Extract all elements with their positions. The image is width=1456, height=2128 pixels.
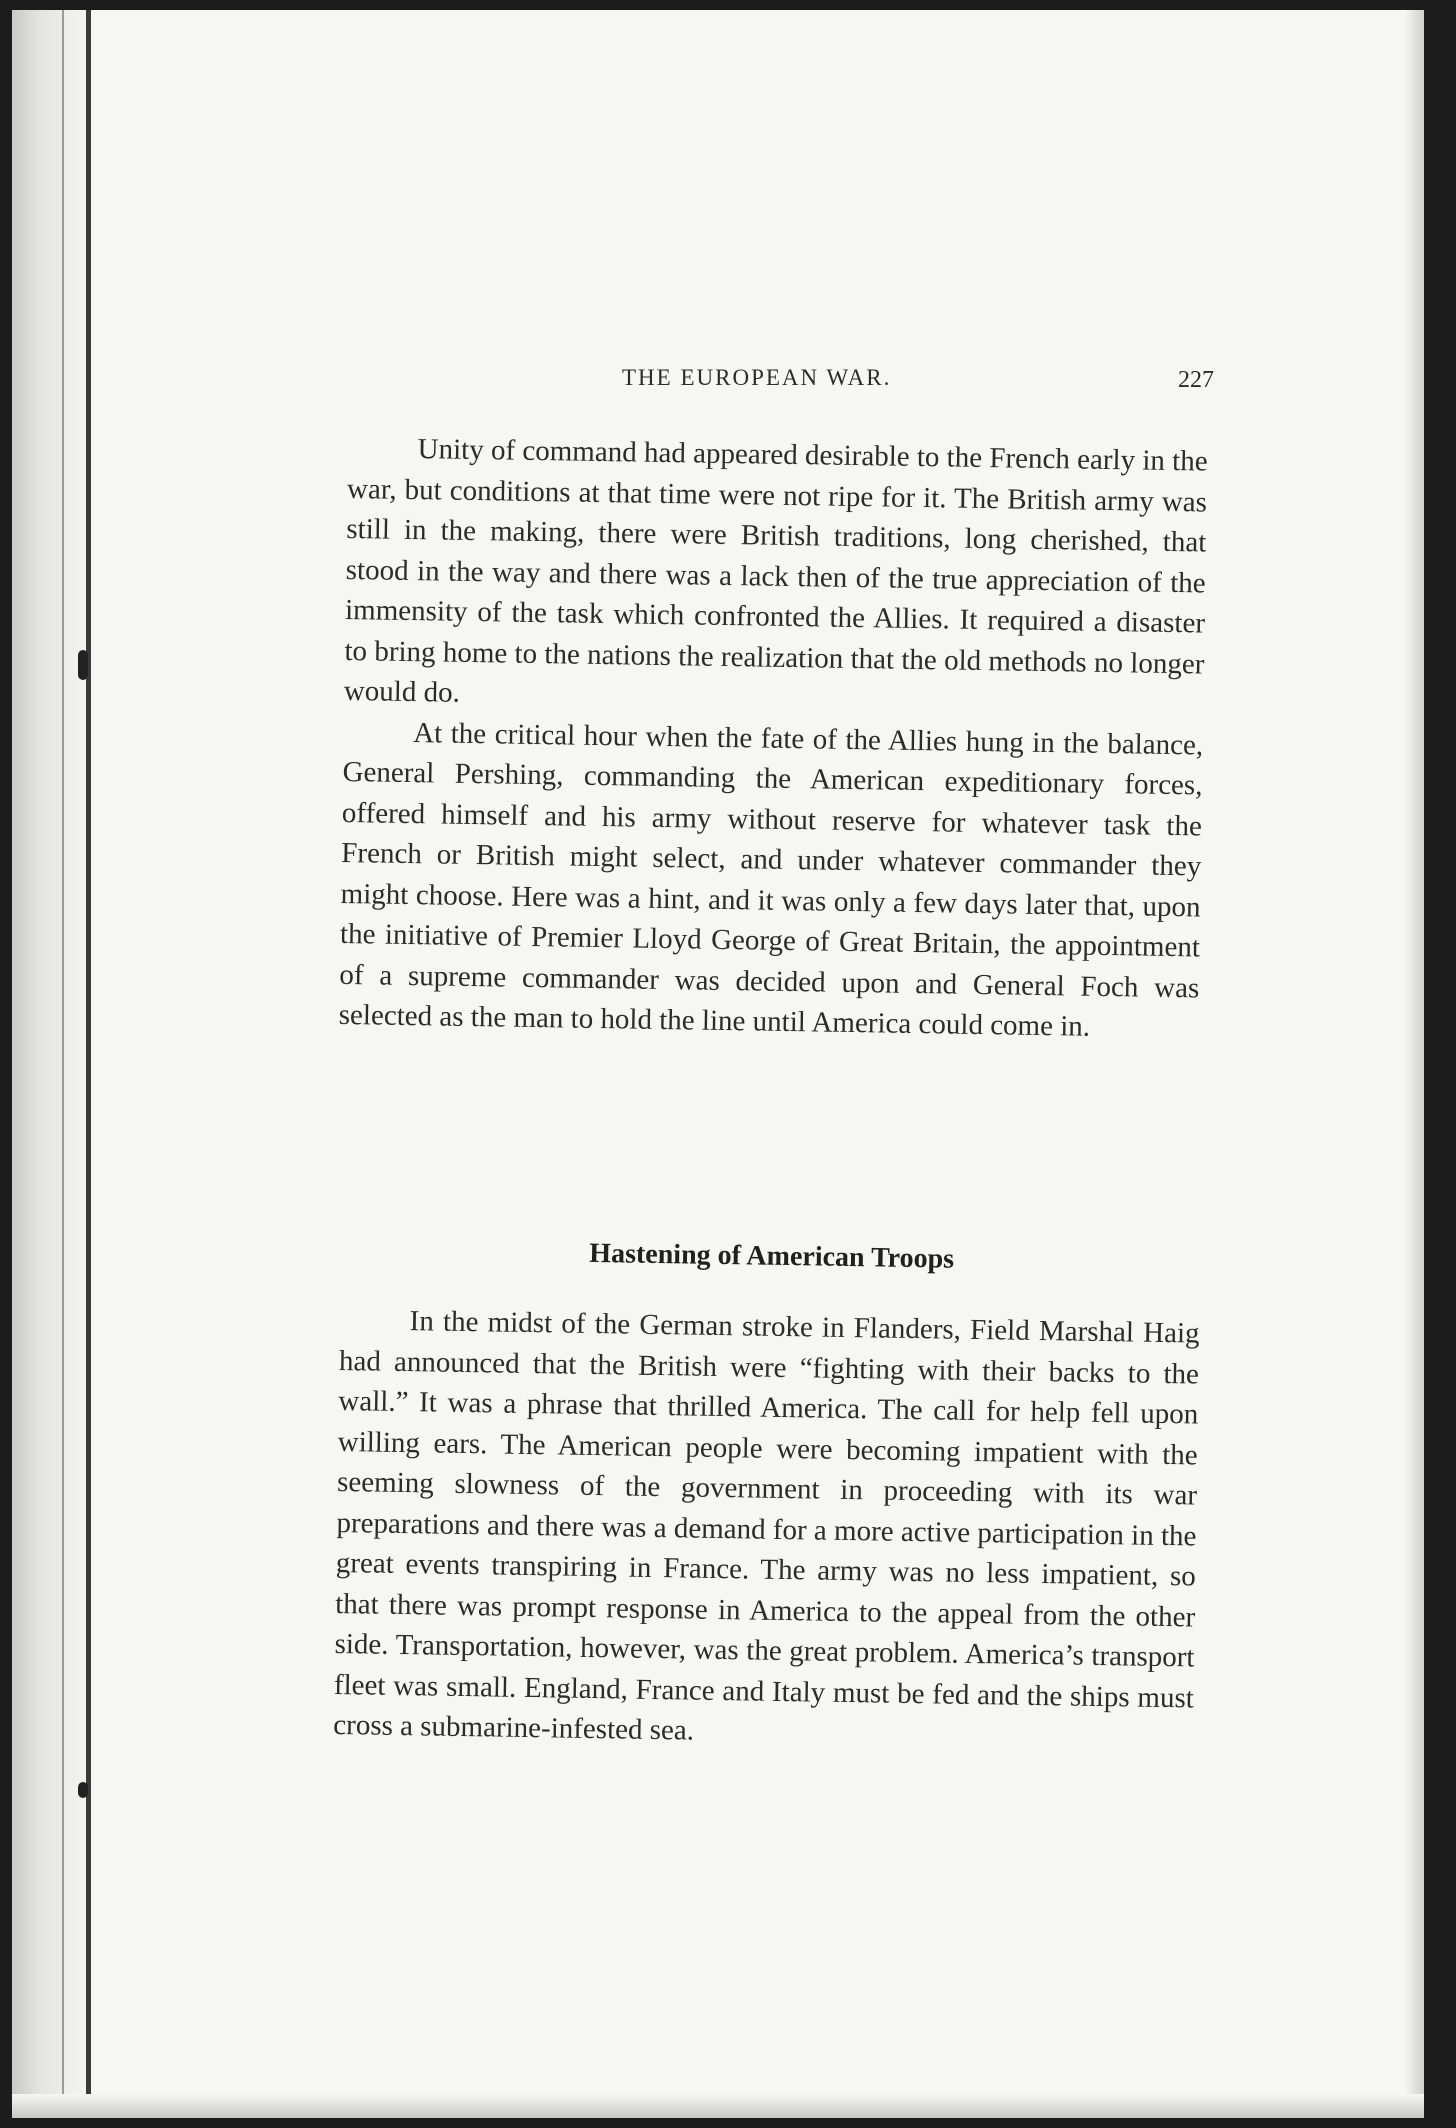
paragraph: Unity of command had appeared desirable to the French early in the war, but conditions at that time were not ripe for it. The British army was still in the making, there were British traditions, long cherished, that stood in the way and there was a lack then of the true appreciation of the immensity of the task which confronted the Allies. It required a disaster to bring home to the nations the realization that the old methods no longer would do. bbox=[343, 433, 1208, 709]
binding-edge-line bbox=[62, 10, 64, 2118]
section-heading: Hastening of American Troops bbox=[589, 1237, 955, 1275]
binding-mark bbox=[78, 1782, 88, 1798]
section-body-text bbox=[333, 1300, 1200, 1759]
running-head bbox=[342, 365, 1214, 405]
paragraph: In the midst of the German stroke in Flanders, Field Marshal Haig had announced that the British were “fighting with their backs to the wall.” It was a phrase that thrilled America. The call for help fell upon willing ears. The American people were becoming impatient with the seeming slowness of the government in proceeding with its war preparations and there was a demand for a more active participation in the great events transpiring in France. The army was no less impatient, so that there was prompt response in America to the appeal from the other side. Transportation, however, was the great problem. America’s transport fleet was small. England, France and Italy must be fed and the ships must cross a submarine-infested sea. bbox=[333, 1305, 1200, 1747]
page-bottom-edge-shadow bbox=[12, 2094, 1424, 2118]
paragraph: At the critical hour when the fate of the Allies hung in the balance, General Pershing, commanding the American expeditionary forces, offered himself and his army without reserve for whatever task the French or British might select, and under whatever commander they might choose. Here was a hint, and it was only a few days later that, upon the initiative of Premier Lloyd George of Great Britain, the appointment of a supreme commander was decided upon and General Foch was selected as the man to hold the line until America could come in. bbox=[338, 716, 1204, 1043]
binding-spine-line bbox=[86, 10, 91, 2118]
body-text-before-section bbox=[338, 428, 1207, 1049]
running-head-title: THE EUROPEAN WAR. bbox=[622, 365, 892, 390]
page-number: 227 bbox=[1178, 367, 1214, 393]
book-page bbox=[12, 10, 1424, 2118]
page-right-edge-shadow bbox=[1404, 10, 1424, 2118]
page-gutter-shadow bbox=[12, 10, 92, 2118]
binding-mark bbox=[78, 650, 88, 680]
